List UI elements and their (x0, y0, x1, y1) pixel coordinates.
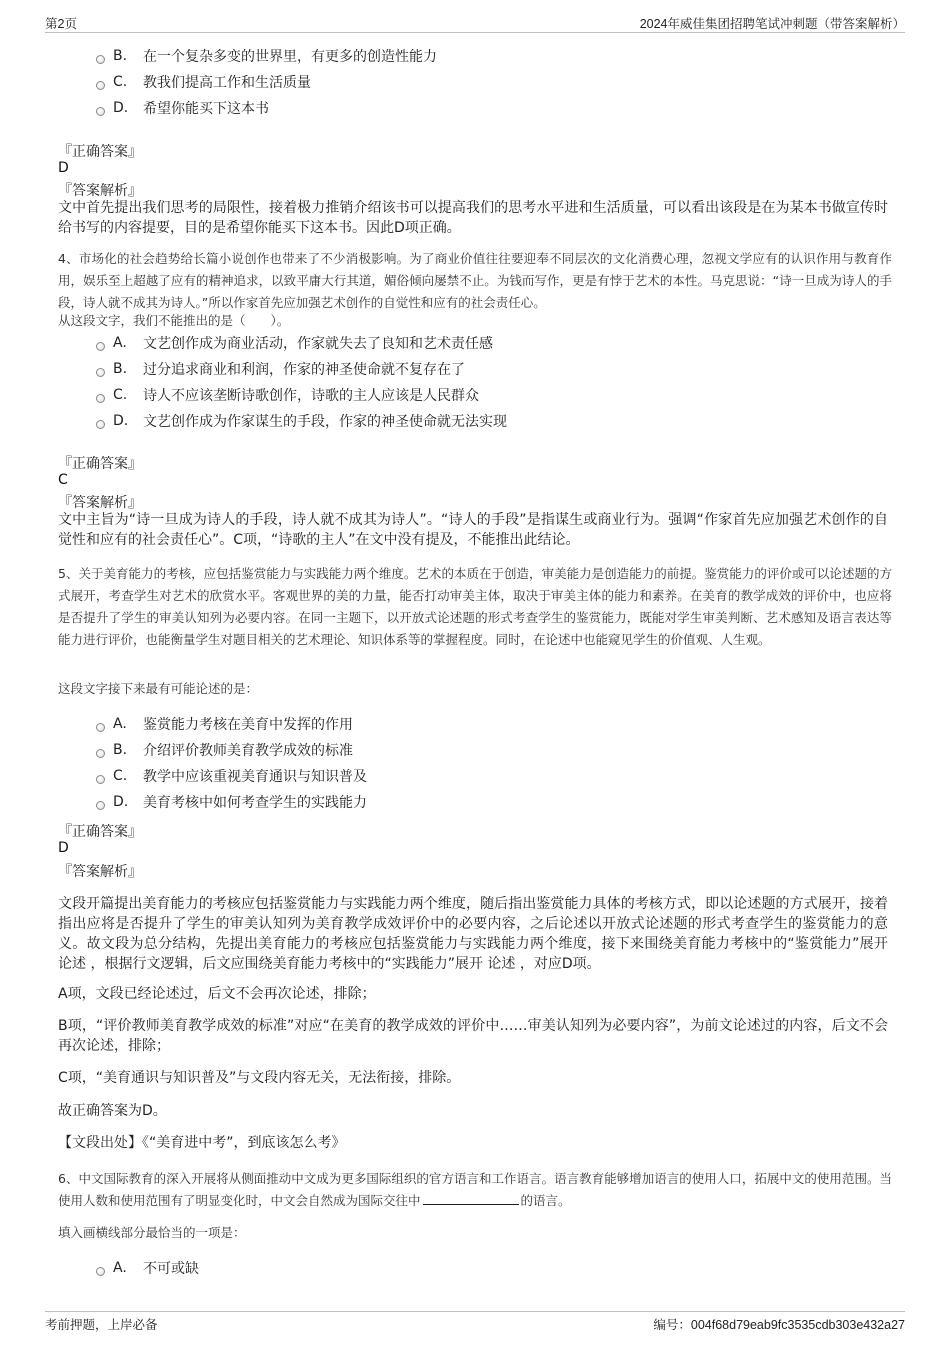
q5-analysis-label: 『答案解析』 (58, 864, 142, 880)
radio-button-icon[interactable] (96, 107, 105, 116)
footer-slogan: 考前押题，上岸必备 (45, 1318, 158, 1332)
q4-question: 从这段文字，我们不能推出的是（ ）。 (58, 313, 290, 328)
radio-button-icon[interactable] (96, 775, 105, 784)
radio-button-icon[interactable] (96, 801, 105, 810)
q4-option-a[interactable]: A. 文艺创作成为商业活动，作家就失去了良知和艺术责任感 (96, 333, 493, 353)
fill-in-blank (423, 1192, 519, 1205)
radio-button-icon[interactable] (96, 1267, 105, 1276)
radio-button-icon[interactable] (96, 342, 105, 351)
q6-stem: 6、中文国际教育的深入开展将从侧面推动中文成为更多国际组织的官方语言和工作语言。语言教育能够增加语言的使用人口，拓展中文的使用范围。当使用人数和使用范围有了明显变化时，中文会自然成为国际交往中 的语言。 (58, 1171, 892, 1208)
q4-option-c[interactable]: C. 诗人不应该垄断诗歌创作，诗歌的主人应该是人民群众 (96, 385, 479, 405)
q5-correct-answer: D (58, 840, 69, 856)
radio-button-icon[interactable] (96, 749, 105, 758)
q3-analysis-label: 『答案解析』 (58, 183, 142, 199)
document-title: 2024年威佳集团招聘笔试冲刺题（带答案解析） (639, 17, 905, 31)
q5-analysis-paragraph-3: B项，“评价教师美育教学成效的标准”对应“在美育的教学成效的评价中……审美认知列为必要内容”，为前文论述过的内容，后文不会再次论述，排除； (58, 1018, 888, 1054)
q5-analysis-paragraph-2: A项，文段已经论述过，后文不会再次论述，排除； (58, 986, 376, 1002)
q5-option-b[interactable]: B. 介绍评价教师美育教学成效的标准 (96, 740, 353, 760)
q6-question: 填入画横线部分最恰当的一项是： (58, 1225, 246, 1240)
q3-correct-answer-label: 『正确答案』 (58, 144, 142, 160)
q4-analysis-text: 文中主旨为“诗一旦成为诗人的手段，诗人就不成其为诗人”。“诗人的手段”是指谋生或商业行为。强调“作家首先应加强艺术创作的自觉性和应有的社会责任心”。C项，“诗歌的主人”在文中没有提及，不能推出此结论。 (58, 512, 888, 548)
page-footer (45, 1311, 905, 1332)
q4-correct-answer-label: 『正确答案』 (58, 456, 142, 472)
q3-analysis-text: 文中首先提出我们思考的局限性，接着极力推销介绍该书可以提高我们的思考水平进和生活质量，可以看出该段是在为某本书做宣传时给书写的内容提要，目的是希望你能买下这本书。因此D项正确。 (58, 200, 888, 236)
q5-source: 【文段出处】《“美育进中考”，到底该怎么考》 (58, 1135, 346, 1151)
q4-analysis-label: 『答案解析』 (58, 495, 142, 511)
q5-analysis-paragraph-4: C项，“美育通识与知识普及”与文段内容无关，无法衔接，排除。 (58, 1070, 461, 1086)
q6-option-a[interactable]: A. 不可或缺 (96, 1258, 199, 1278)
radio-button-icon[interactable] (96, 723, 105, 732)
q4-stem: 4、市场化的社会趋势给长篇小说创作也带来了不少消极影响。为了商业价值往往要迎奉不同层次的文化消费心理，忽视文学应有的认识作用与教育作用，娱乐至上超越了应有的精神追求，以致平庸大行其道，媚俗倾向屡禁不止。为钱而写作，更是有悖于艺术的本性。马克思说：“诗一旦成为诗人的手段，诗人就不成其为诗人。”所以作家首先应加强艺术创作的自觉性和应有的社会责任心。 (58, 251, 892, 310)
radio-button-icon[interactable] (96, 81, 105, 90)
q3-option-b[interactable]: B. 在一个复杂多变的世界里，有更多的创造性能力 (96, 46, 437, 66)
q5-analysis-paragraph-1: 文段开篇提出美育能力的考核应包括鉴赏能力与实践能力两个维度，随后指出鉴赏能力具体的考核方式，即以论述题的方式展开，接着指出应将是否提升了学生的审美认知列为美育教学成效评价中的必要内容，之后论述以开放式论述题的形式考查学生的鉴赏能力的意义。故文段为总分结构，先提出美育能力的考核应包括鉴赏能力与实践能力两个维度，接下来围绕美育能力考核中的“鉴赏能力”展开 论述 ，根据行文逻辑，后文应围绕美育能力考核中的“实践能力”展开 论述 ，对应D项。 (58, 896, 888, 972)
q3-option-c[interactable]: C. 教我们提高工作和生活质量 (96, 72, 311, 92)
q3-correct-answer: D (58, 160, 69, 176)
q4-correct-answer: C (58, 472, 68, 488)
page-header (45, 12, 905, 33)
footer-serial: 编号：004f68d79eab9fc3535cdb303e432a27 (653, 1318, 905, 1332)
q3-option-d[interactable]: D. 希望你能买下这本书 (96, 98, 269, 118)
page-number: 第2页 (45, 17, 77, 31)
radio-button-icon[interactable] (96, 55, 105, 64)
q5-question: 这段文字接下来最有可能论述的是： (58, 681, 259, 696)
radio-button-icon[interactable] (96, 394, 105, 403)
q5-option-d[interactable]: D. 美育考核中如何考查学生的实践能力 (96, 792, 367, 812)
radio-button-icon[interactable] (96, 420, 105, 429)
q5-stem: 5、关于美育能力的考核，应包括鉴赏能力与实践能力两个维度。艺术的本质在于创造，审美能力是创造能力的前提。鉴赏能力的评价或可以论述题的方式展开，考查学生对艺术的欣赏水平。客观世界的美的力量，能否打动审美主体，取决于审美主体的能力和素养。在美育的教学成效的评价中，也应将是否提升了学生的审美认知列为必要内容。在同一主题下，以开放式论述题的形式考查学生的鉴赏能力，既能对学生审美判断、艺术感知及语言表达等能力进行评价，也能衡量学生对题目相关的艺术理论、知识体系等的掌握程度。同时，在论述中也能窥见学生的价值观、人生观。 (58, 566, 892, 647)
q4-option-d[interactable]: D. 文艺创作成为作家谋生的手段，作家的神圣使命就无法实现 (96, 411, 507, 431)
q5-option-c[interactable]: C. 教学中应该重视美育通识与知识普及 (96, 766, 367, 786)
q5-option-a[interactable]: A. 鉴赏能力考核在美育中发挥的作用 (96, 714, 353, 734)
q5-correct-answer-label: 『正确答案』 (58, 824, 142, 840)
q4-option-b[interactable]: B. 过分追求商业和利润，作家的神圣使命就不复存在了 (96, 359, 465, 379)
q5-analysis-paragraph-5: 故正确答案为D。 (58, 1103, 167, 1119)
radio-button-icon[interactable] (96, 368, 105, 377)
